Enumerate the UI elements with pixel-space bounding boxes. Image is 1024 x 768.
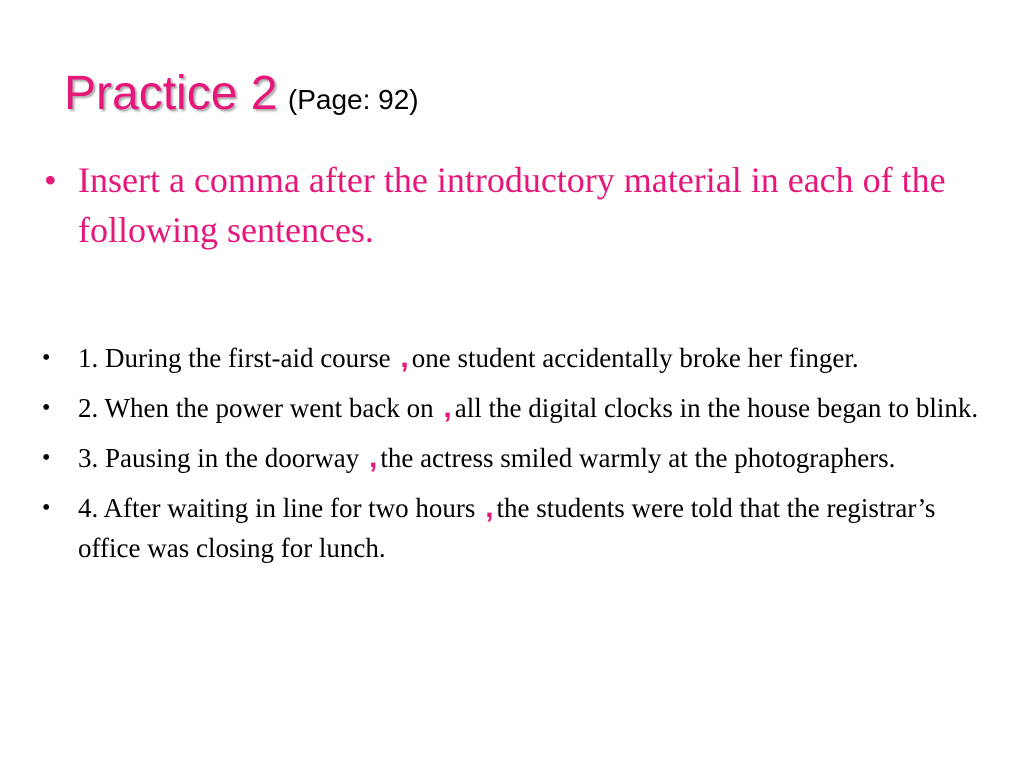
bullet-icon: •: [42, 395, 51, 421]
inserted-comma: ,: [443, 391, 452, 424]
sentence-intro: 1. During the first-aid course: [78, 343, 391, 373]
sentence-intro: 4. After waiting in line for two hours: [78, 493, 476, 523]
bullet-icon: •: [44, 160, 57, 200]
sentence-rest: all the digital clocks in the house began to blink.: [454, 393, 979, 423]
sentence-intro: 2. When the power went back on: [78, 393, 434, 423]
sentence-list: [42, 338, 992, 578]
inserted-comma: ,: [485, 491, 494, 524]
title-main: Practice 2: [64, 67, 278, 120]
bullet-icon: •: [42, 495, 51, 521]
sentence-intro: 3. Pausing in the doorway: [78, 443, 360, 473]
inserted-comma: ,: [400, 341, 409, 374]
title-page-reference: (Page: 92): [287, 84, 419, 115]
instruction-text: Insert a comma after the introductory material in each of the following sentences.: [78, 160, 946, 250]
sentence-text: [78, 438, 992, 478]
instruction-item: [44, 155, 1004, 255]
sentence-rest: the students were told that the registrar’s office was closing for lunch.: [78, 493, 936, 563]
bullet-icon: •: [42, 445, 51, 471]
sentence-text: [78, 338, 992, 378]
sentence-rest: the actress smiled warmly at the photographers.: [380, 443, 896, 473]
sentence-item-4: [42, 488, 992, 568]
sentence-item-3: [42, 438, 992, 478]
slide-title: [64, 66, 419, 121]
sentence-item-1: [42, 338, 992, 378]
bullet-icon: •: [42, 345, 51, 371]
inserted-comma: ,: [368, 441, 378, 474]
sentence-item-2: [42, 388, 992, 428]
sentence-text: [78, 488, 992, 568]
sentence-text: [78, 388, 992, 428]
sentence-rest: one student accidentally broke her finger.: [411, 343, 859, 373]
